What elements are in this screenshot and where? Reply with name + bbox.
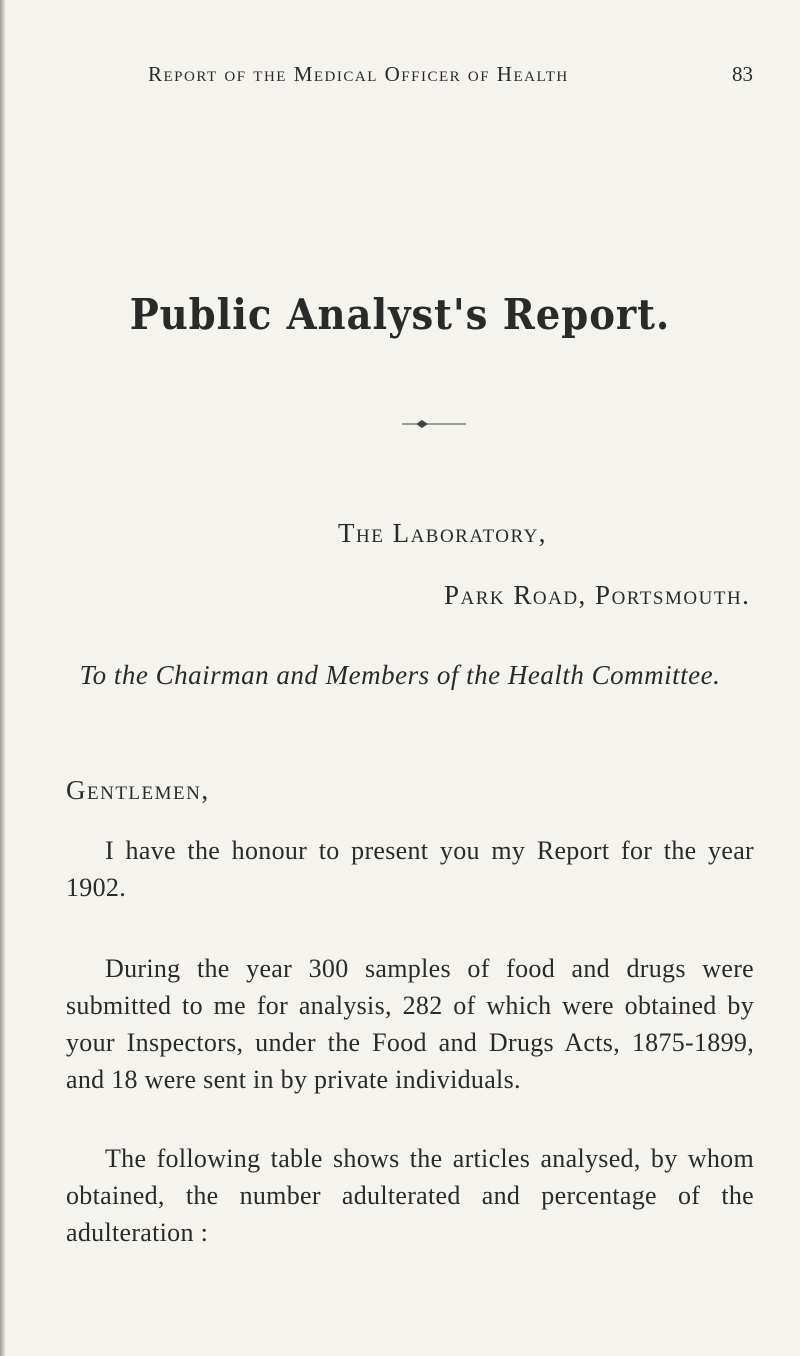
paragraph-1: I have the honour to present you my Report for the year 1902. [66, 836, 754, 902]
salutation: Gentlemen, [66, 775, 210, 805]
divider-ornament [402, 418, 466, 430]
section-title: Public Analyst's Report. [129, 290, 671, 339]
running-title: Report of the Medical Officer of Health [148, 62, 569, 86]
paragraph-3: The following table shows the articles analysed, by whom obtained, the number adulterated and percentage of the adulteration : [66, 1144, 754, 1247]
address-line-2: Park Road, Portsmouth. [444, 580, 751, 610]
running-head [148, 62, 753, 90]
page-number: 83 [732, 62, 753, 86]
paragraph-2: During the year 300 samples of food and drugs were submitted to me for analysis, 282 of which were obtained by your Inspectors, under the Food and Drugs Acts, 1875-1899, and 18 were sent in by private individuals. [66, 954, 754, 1094]
address-line-1: The Laboratory, [338, 518, 548, 548]
addressee: To the Chairman and Members of the Health Committee. [79, 660, 721, 690]
